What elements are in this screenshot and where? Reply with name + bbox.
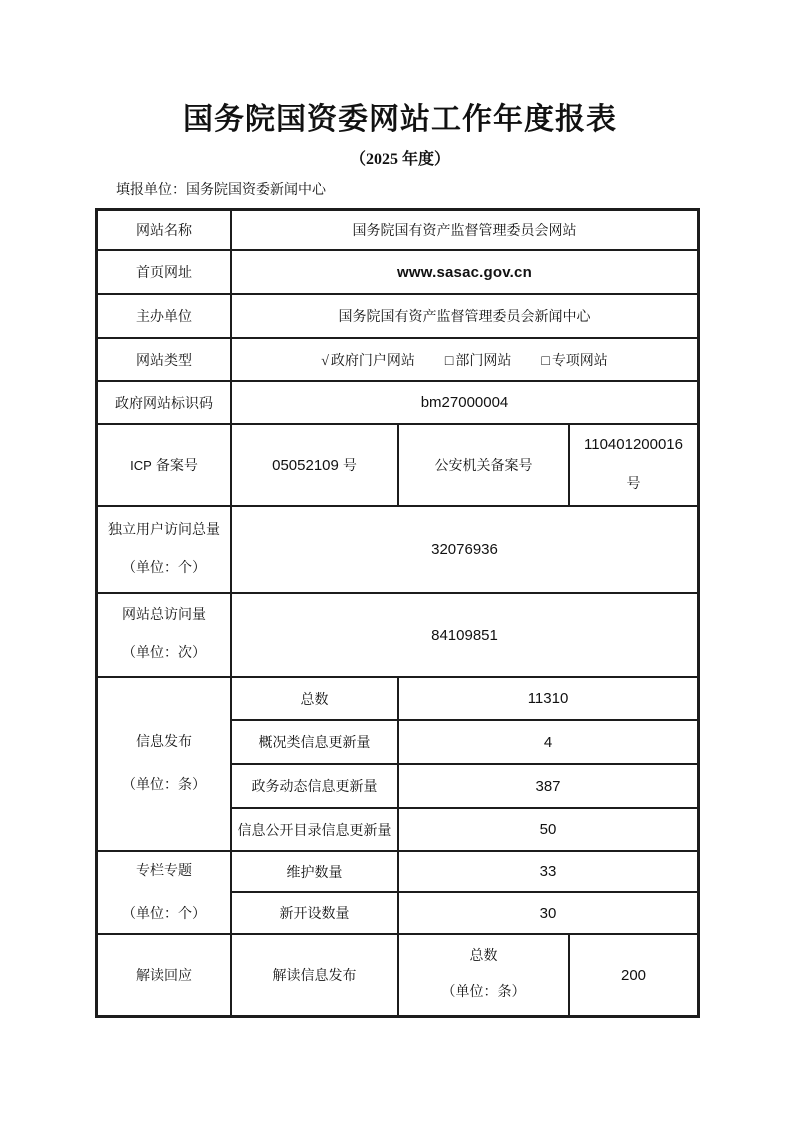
site-type-option-special <box>541 350 607 370</box>
info-publish-subrow-value: 387 <box>399 765 697 807</box>
info-publish-subrow-label: 信息公开目录信息更新量 <box>232 809 397 850</box>
home-url-label: 首页网址 <box>98 251 230 293</box>
total-visits-label-line1: 网站总访问量 <box>122 608 206 623</box>
info-publish-label-line2: （单位：条） <box>122 778 206 793</box>
interpretation-metric-line1: 总数 <box>469 949 498 964</box>
icp-number-cell <box>232 425 397 505</box>
info-publish-subrow-label: 总数 <box>232 678 397 719</box>
site-name-label: 网站名称 <box>98 211 230 249</box>
home-url-value: www.sasac.gov.cn <box>232 251 697 293</box>
special-columns-subrow-label: 新开设数量 <box>232 893 397 933</box>
checkbox-checked-icon: √ <box>321 353 329 369</box>
police-filing-number: 110401200016 <box>584 436 683 453</box>
total-visits-label <box>98 594 230 676</box>
unique-visitors-label-line1: 独立用户访问总量 <box>108 522 220 538</box>
site-type-option-portal <box>321 350 415 370</box>
interpretation-sub-label: 解读信息发布 <box>232 935 397 1015</box>
police-filing-unit: 号 <box>626 477 641 492</box>
unique-visitors-value: 32076936 <box>232 507 697 592</box>
special-columns-subrow-value: 30 <box>399 893 697 933</box>
unique-visitors-label <box>98 507 230 592</box>
icp-number-unit: 号 <box>342 459 357 474</box>
info-publish-subrow-value: 4 <box>399 721 697 763</box>
total-visits-value: 84109851 <box>232 594 697 676</box>
special-columns-label-line2: （单位：个） <box>122 906 206 922</box>
page-subtitle: （2025 年度） <box>349 151 450 168</box>
site-code-value: bm27000004 <box>232 382 697 423</box>
interpretation-label: 解读回应 <box>98 935 230 1015</box>
site-type-options <box>232 339 697 380</box>
site-type-option-label: 政府门户网站 <box>330 353 415 369</box>
unique-visitors-label-line2: （单位：个） <box>122 560 206 576</box>
page-title: 国务院国资委网站工作年度报表 <box>183 103 617 136</box>
special-columns-subrow-value: 33 <box>399 852 697 891</box>
interpretation-value: 200 <box>570 935 697 1015</box>
interpretation-metric-label <box>399 935 568 1015</box>
icp-label-suffix: 备案号 <box>155 459 198 474</box>
info-publish-subrow-label: 政务动态信息更新量 <box>232 765 397 807</box>
site-code-label: 政府网站标识码 <box>98 382 230 423</box>
info-publish-subrow-value: 11310 <box>399 678 697 719</box>
checkbox-unchecked-icon: □ <box>541 353 550 369</box>
icp-label <box>98 425 230 505</box>
special-columns-subrow-label: 维护数量 <box>232 852 397 891</box>
interpretation-metric-line2: （单位：条） <box>441 985 526 1000</box>
police-filing-number-cell <box>570 425 697 505</box>
total-visits-label-line2: （单位：次） <box>122 646 206 661</box>
special-columns-label-line1: 专栏专题 <box>136 863 192 879</box>
checkbox-unchecked-icon: □ <box>444 353 454 369</box>
site-type-label: 网站类型 <box>98 339 230 380</box>
info-publish-label <box>98 678 230 850</box>
special-columns-label <box>98 852 230 933</box>
info-publish-label-line1: 信息发布 <box>136 735 192 750</box>
organizer-label: 主办单位 <box>98 295 230 337</box>
info-publish-subrow-value: 50 <box>399 809 697 850</box>
icp-label-prefix: ICP <box>130 457 152 473</box>
icp-number: 05052109 <box>272 456 339 474</box>
site-name-value: 国务院国有资产监督管理委员会网站 <box>232 211 697 249</box>
reporting-unit: 填报单位：国务院国资委新闻中心 <box>116 183 326 198</box>
report-table <box>95 208 700 1018</box>
site-type-option-label: 部门网站 <box>455 353 512 369</box>
site-type-option-department <box>445 350 511 370</box>
site-type-option-label: 专项网站 <box>551 353 608 369</box>
page-header <box>95 94 705 138</box>
info-publish-subrow-label: 概况类信息更新量 <box>232 721 397 763</box>
organizer-value: 国务院国有资产监督管理委员会新闻中心 <box>232 295 697 337</box>
police-filing-label: 公安机关备案号 <box>399 425 568 505</box>
